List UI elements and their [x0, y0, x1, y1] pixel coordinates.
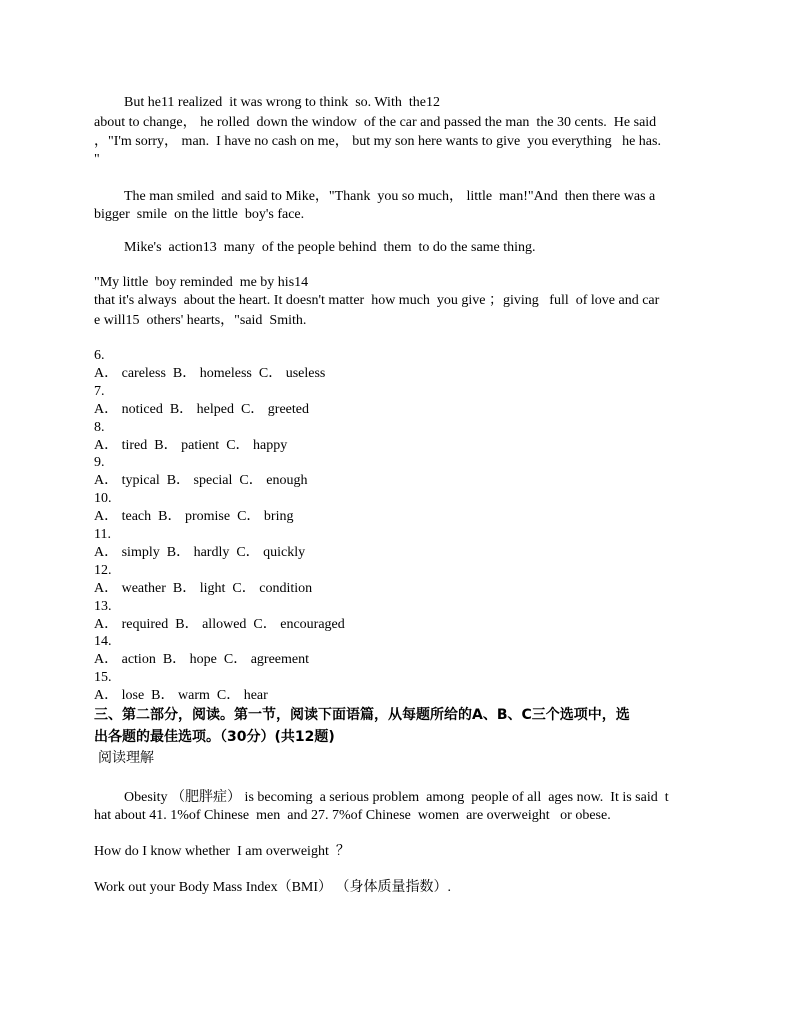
reading-line: hat about 41. 1%of Chinese men and 27. 7%of Chinese women are overweight or obese.	[94, 808, 611, 823]
reading-line: Work out your Body Mass Index（BMI） （身体质量指数）.	[94, 880, 452, 895]
question-options: A． careless B． homeless C． useless	[94, 366, 326, 381]
section-heading: 出各题的最佳选项。（30分）(共12题)	[94, 729, 335, 745]
section-heading: 三、第二部分，阅读。第一节，阅读下面语篇，从每题所给的A、B、C三个选项中，选	[94, 707, 630, 723]
question-number: 7.	[94, 384, 105, 399]
question-number: 12.	[94, 563, 112, 578]
section-subheading: 阅读理解	[98, 750, 154, 766]
question-options: A． typical B． special C． enough	[94, 473, 308, 488]
question-options: A． action B． hope C． agreement	[94, 652, 310, 667]
question-number: 6.	[94, 348, 105, 363]
question-number: 14.	[94, 634, 112, 649]
passage-line: But he11 realized it was wrong to think so. With the12	[124, 95, 440, 110]
question-options: A． weather B． light C． condition	[94, 581, 313, 596]
question-number: 13.	[94, 599, 112, 614]
passage-line: The man smiled and said to Mike，"Thank you so much， little man!"And then there was a	[124, 189, 656, 204]
passage-line: e will15 others' hearts，"said Smith.	[94, 313, 307, 328]
question-number: 9.	[94, 455, 105, 470]
passage-line: ，"I'm sorry， man. I have no cash on me， but my son here wants to give you everything he has.	[94, 134, 661, 149]
passage-line: bigger smile on the little boy's face.	[94, 207, 305, 222]
question-options: A． tired B． patient C． happy	[94, 438, 288, 453]
passage-line: Mike's action13 many of the people behind them to do the same thing.	[124, 240, 536, 255]
question-options: A． simply B． hardly C． quickly	[94, 545, 306, 560]
question-options: A． lose B． warm C． hear	[94, 688, 268, 703]
reading-line: How do I know whether I am overweight ？	[94, 844, 350, 859]
passage-line: "	[94, 152, 100, 167]
passage-line: "My little boy reminded me by his14	[94, 275, 309, 290]
reading-line: Obesity （肥胖症） is becoming a serious problem among people of all ages now. It is said t	[124, 790, 669, 805]
question-number: 10.	[94, 491, 112, 506]
question-number: 8.	[94, 420, 105, 435]
question-options: A． teach B． promise C． bring	[94, 509, 294, 524]
question-options: A． required B． allowed C． encouraged	[94, 617, 345, 632]
passage-line: about to change， he rolled down the window of the car and passed the man the 30 cents. He said	[94, 115, 657, 130]
question-number: 11.	[94, 527, 111, 542]
question-options: A． noticed B． helped C． greeted	[94, 402, 310, 417]
question-number: 15.	[94, 670, 112, 685]
passage-line: that it's always about the heart. It doesn't matter how much you give ；giving full of love and car	[94, 293, 660, 308]
